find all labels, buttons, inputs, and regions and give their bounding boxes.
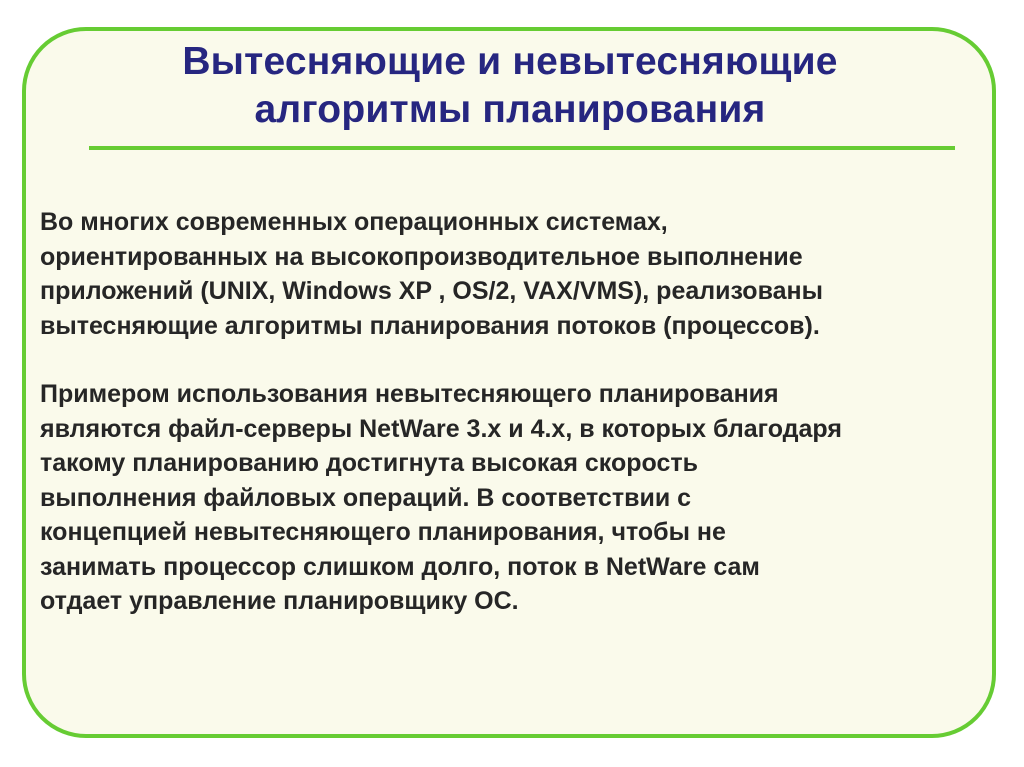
paragraph-1-line-3: приложений (UNIX, Windows XP , OS/2, VAX/VMS), реализованы [40, 277, 823, 305]
paragraph-2-line-7: отдает управление планировщику ОС. [40, 587, 519, 615]
slide-title-line-2: алгоритмы планирования [254, 88, 766, 131]
paragraph-netware-example [40, 377, 980, 619]
paragraph-2-line-6: занимать процессор слишком долго, поток в NetWare сам [40, 552, 760, 581]
paragraph-2-line-1: Примером использования невытесняющего планирования [40, 380, 779, 408]
paragraph-2-line-5: концепцией невытесняющего планирования, чтобы не [40, 518, 726, 546]
paragraph-1-line-2: ориентированных на высокопроизводительное выполнение [40, 242, 803, 271]
paragraph-1-line-4: вытесняющие алгоритмы планирования потоков (процессов). [40, 311, 820, 340]
paragraph-2-line-3: такому планированию достигнута высокая скорость [40, 449, 698, 477]
paragraph-1-line-1: Во многих современных операционных системах, [40, 208, 668, 236]
slide-body [40, 205, 980, 619]
paragraph-2-line-4: выполнения файловых операций. В соответствии с [40, 483, 692, 512]
paragraph-preemptive-systems [40, 205, 980, 343]
title-underline-rule [89, 146, 955, 150]
slide-title [60, 38, 960, 134]
slide-title-line-1: Вытесняющие и невытесняющие [182, 40, 838, 83]
paragraph-2-line-2: являются файл-серверы NetWare 3.x и 4.x, в которых благодаря [40, 414, 842, 443]
